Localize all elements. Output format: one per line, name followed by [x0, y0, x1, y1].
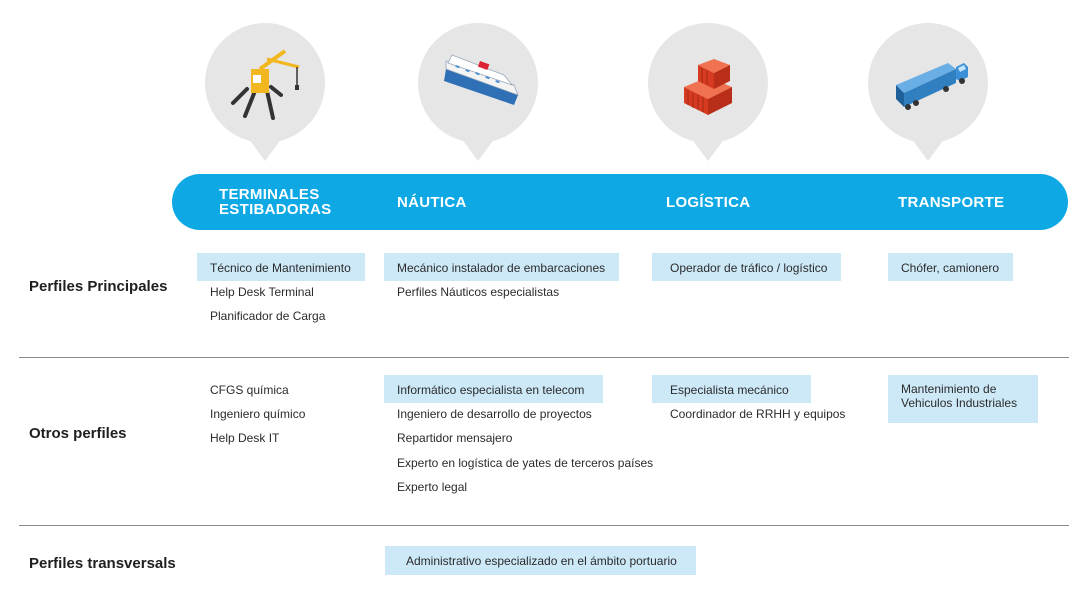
profile-item: Ingeniero químico	[210, 407, 306, 421]
category-nautica: NÁUTICA	[397, 194, 467, 211]
profile-item: Planificador de Carga	[210, 309, 326, 323]
profile-highlight: Administrativo especializado en el ámbito portuario	[385, 546, 696, 575]
profile-highlight: Mecánico instalador de embarcaciones	[384, 253, 619, 281]
terminales-pin	[205, 23, 325, 143]
profile-highlight: Mantenimiento de Vehiculos Industriales	[888, 375, 1038, 423]
transporte-pin	[868, 23, 988, 143]
profile-item: CFGS química	[210, 383, 289, 397]
port-crane-icon	[205, 23, 325, 143]
profile-highlight: Especialista mecánico	[652, 375, 811, 403]
category-terminales-line2: ESTIBADORAS	[219, 201, 332, 218]
row-label-transversales: Perfiles transversals	[29, 555, 176, 572]
category-logistica: LOGÍSTICA	[666, 194, 751, 211]
logistica-pin	[648, 23, 768, 143]
row-divider	[19, 357, 1069, 358]
category-terminales-line1: TERMINALES	[219, 186, 320, 203]
category-terminales	[219, 187, 331, 217]
row-divider	[19, 525, 1069, 526]
row-label-principales: Perfiles Principales	[29, 278, 168, 295]
truck-icon	[868, 23, 988, 143]
profile-highlight: Operador de tráfico / logístico	[652, 253, 841, 281]
profile-item: Perfiles Náuticos especialistas	[397, 285, 560, 299]
profile-item: Coordinador de RRHH y equipos	[670, 407, 846, 421]
category-transporte: TRANSPORTE	[898, 194, 1005, 211]
profile-highlight: Chófer, camionero	[888, 253, 1013, 281]
profile-item: Help Desk IT	[210, 431, 280, 445]
profile-item: Experto en logística de yates de terceros países	[397, 456, 654, 470]
profile-highlight: Informático especialista en telecom	[384, 375, 603, 403]
profile-item: Repartidor mensajero	[397, 431, 513, 445]
containers-icon	[648, 23, 768, 143]
profile-item: Ingeniero de desarrollo de proyectos	[397, 407, 592, 421]
profile-item: Help Desk Terminal	[210, 285, 314, 299]
nautica-pin	[418, 23, 538, 143]
row-label-otros: Otros perfiles	[29, 425, 127, 442]
profile-item: Experto legal	[397, 480, 468, 494]
cruise-ship-icon	[418, 23, 538, 143]
profile-highlight: Técnico de Mantenimiento	[197, 253, 365, 281]
